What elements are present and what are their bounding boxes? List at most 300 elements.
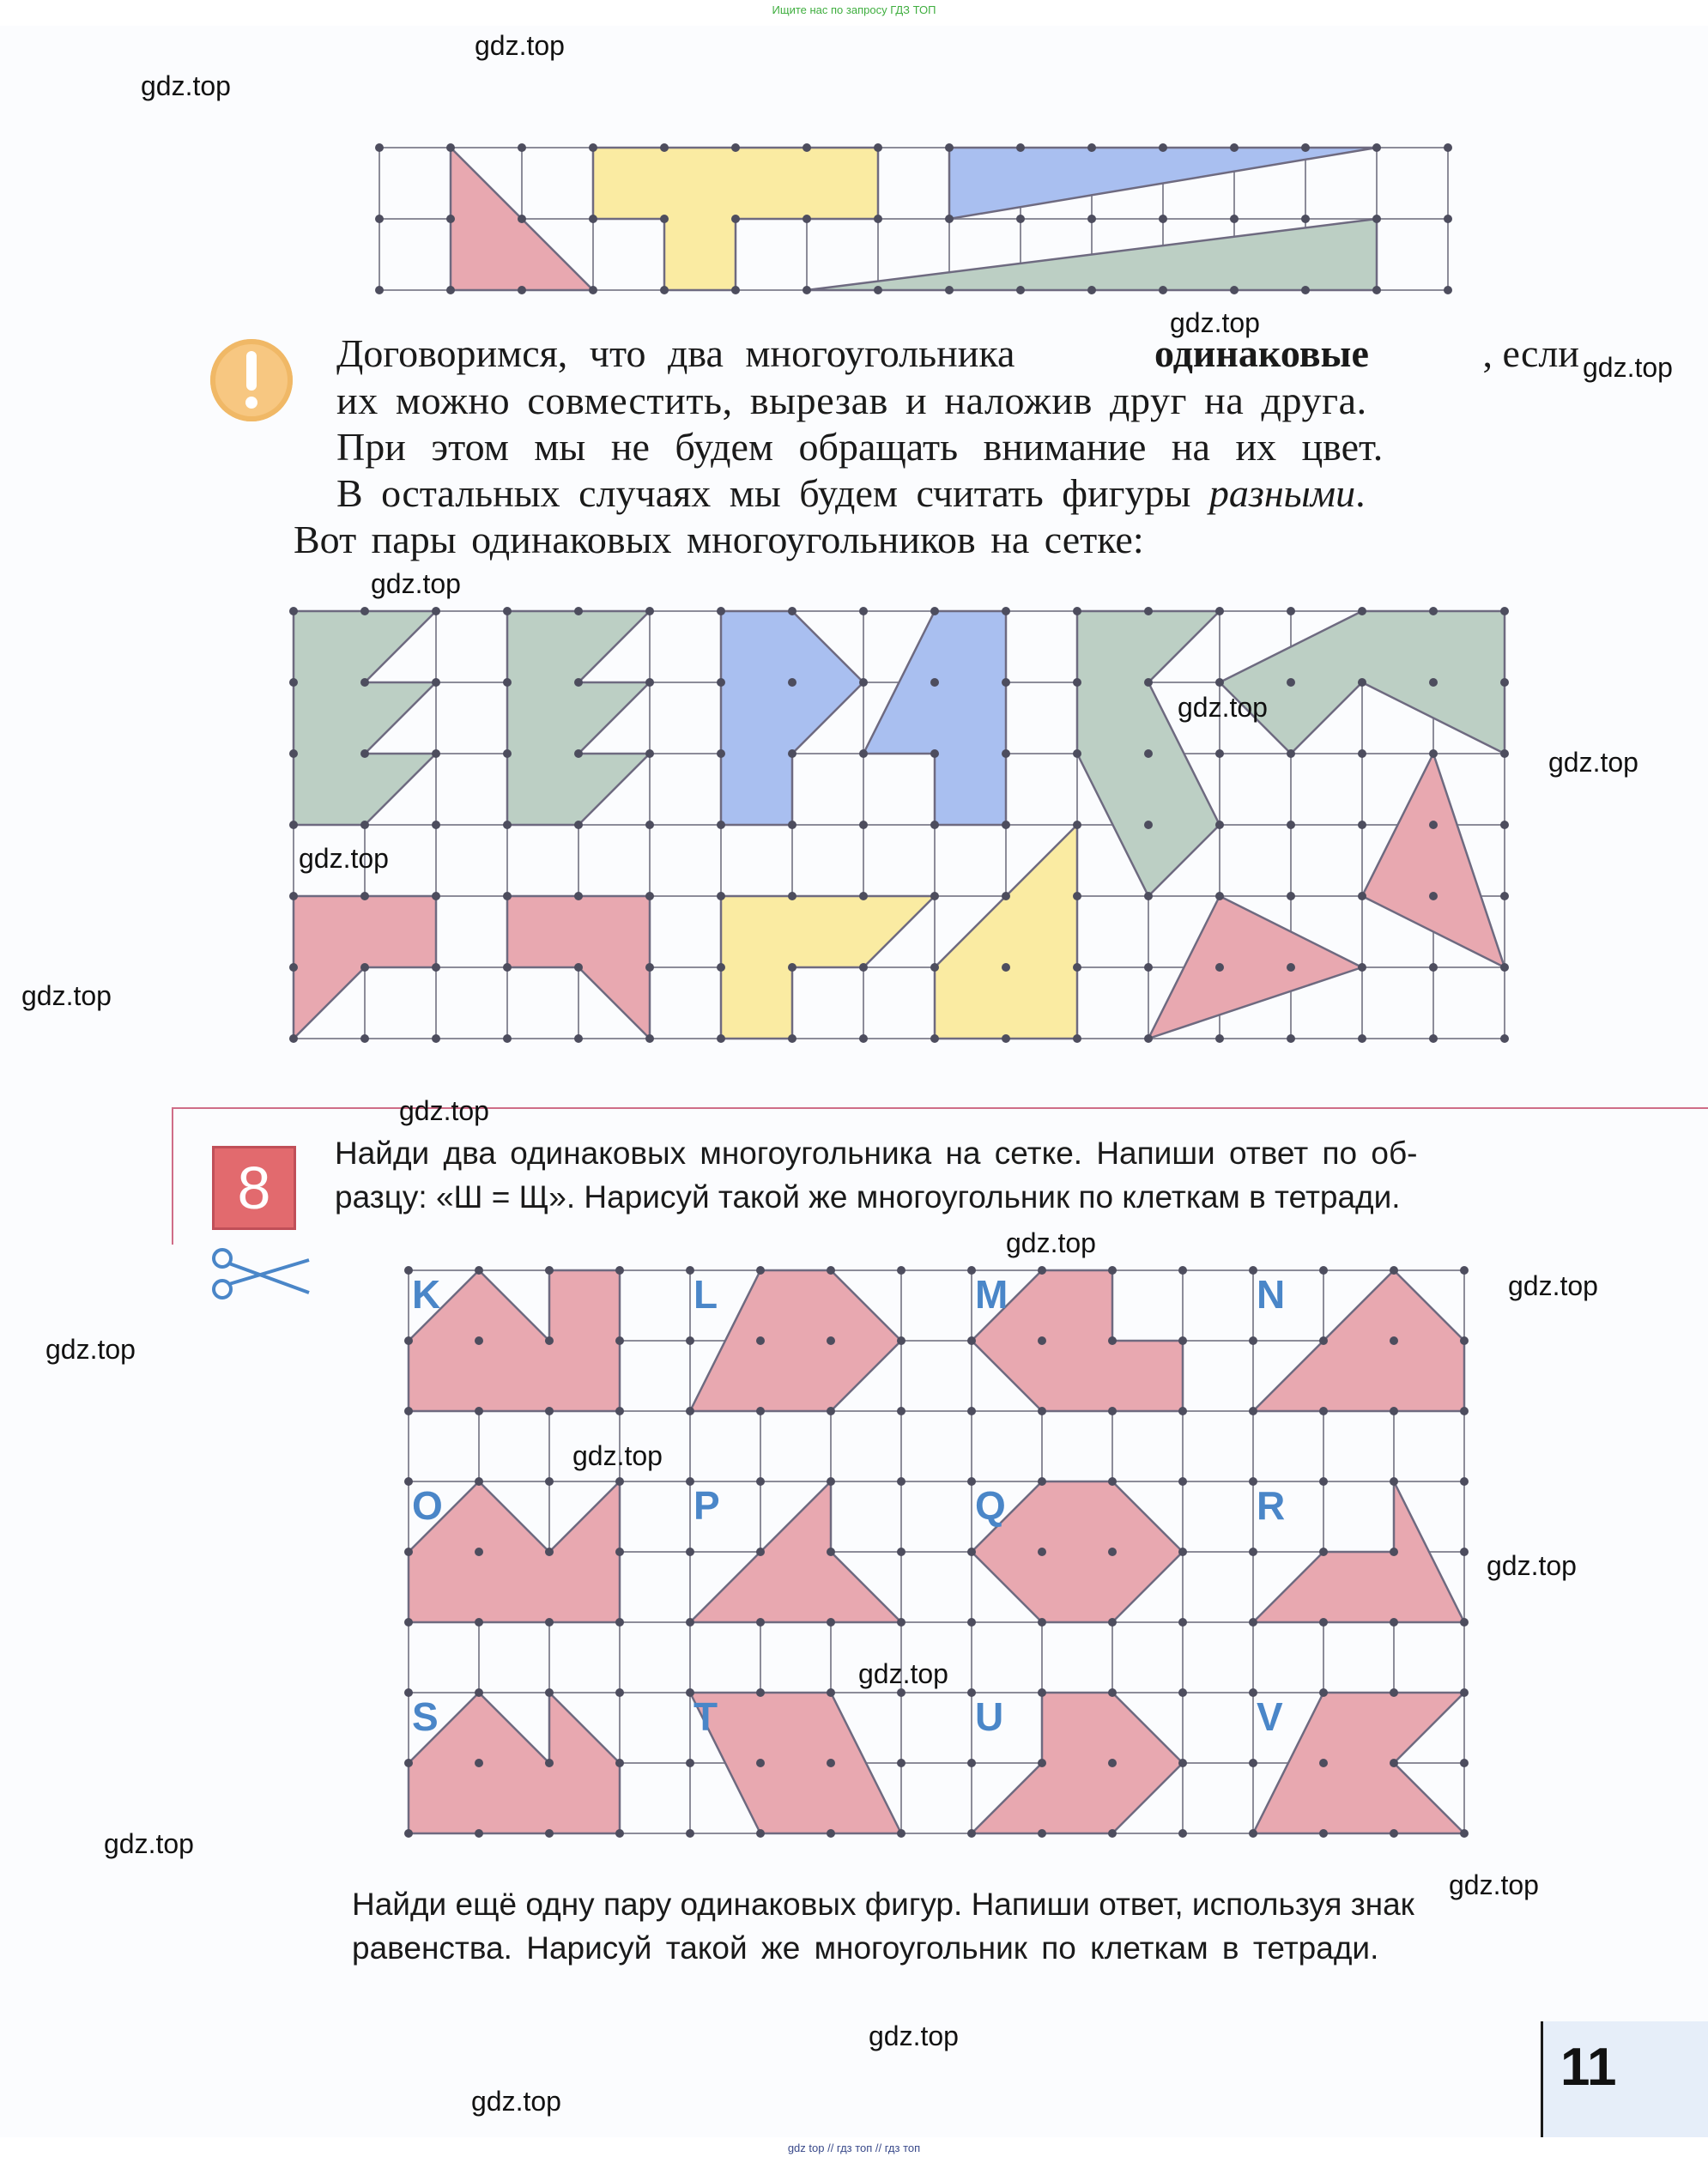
grid-dot (874, 286, 882, 294)
grid-dot (1390, 1618, 1398, 1627)
grid-dot (1429, 749, 1438, 758)
grid-dot (1249, 1618, 1257, 1627)
grid-dot (1144, 607, 1153, 615)
grid-dot (1159, 143, 1167, 152)
grid-dot (967, 1618, 976, 1627)
grid-dot (1178, 1266, 1187, 1275)
grid-dot (756, 1618, 765, 1627)
grid-dot (897, 1336, 905, 1345)
grid-dot (930, 821, 939, 829)
grid-dot (859, 607, 868, 615)
grid-dot (375, 286, 384, 294)
shape-label-S: S (412, 1694, 439, 1739)
grid-dot (1215, 892, 1224, 900)
grid-dot (717, 749, 725, 758)
grid-dot (615, 1759, 624, 1767)
grid-dot (1144, 892, 1153, 900)
shape-label-M: M (975, 1272, 1008, 1317)
grid-dot (404, 1829, 413, 1838)
grid-dot (475, 1759, 483, 1767)
watermark: gdz.top (21, 980, 112, 1011)
grid-dot (660, 215, 669, 223)
grid-dot (446, 143, 455, 152)
grid-dot (717, 892, 725, 900)
grid-top-shapes (378, 146, 1459, 300)
grid-dot (645, 607, 654, 615)
grid-dot (518, 215, 526, 223)
grid-dot (1178, 1548, 1187, 1556)
grid-dot (1460, 1829, 1469, 1838)
watermark: gdz.top (299, 843, 389, 874)
grid-dot (1073, 1034, 1081, 1043)
rule-line-1 (336, 330, 1579, 376)
grid-dot (1390, 1759, 1398, 1767)
shape-label-K: K (412, 1272, 441, 1317)
grid-dot (731, 143, 740, 152)
grid-dot (1038, 1829, 1046, 1838)
grid-dot (503, 607, 512, 615)
grid-dot (645, 963, 654, 972)
watermark: gdz.top (1487, 1550, 1577, 1581)
grid-dot (1319, 1688, 1328, 1697)
grid-dot (788, 892, 796, 900)
grid-dot (756, 1477, 765, 1486)
watermark: gdz.top (1178, 692, 1268, 723)
grid-dot (475, 1477, 483, 1486)
grid-dot (1073, 821, 1081, 829)
grid-dot (645, 1034, 654, 1043)
grid-dot (788, 749, 796, 758)
grid-dot (803, 143, 811, 152)
grid-dot (1390, 1829, 1398, 1838)
task-line-2: разцу: «Ш = Щ». Нарисуй такой же многоугольник по клеткам в тетради. (335, 1179, 1401, 1215)
grid-dot (686, 1336, 694, 1345)
grid-dot (731, 286, 740, 294)
grid-dot (1038, 1477, 1046, 1486)
grid-dot (1002, 607, 1010, 615)
grid-dot (1038, 1548, 1046, 1556)
grid-dot (1038, 1407, 1046, 1415)
grid-dot (615, 1336, 624, 1345)
grid-dot (1429, 1034, 1438, 1043)
shape-label-L: L (693, 1272, 718, 1317)
shape-S (409, 1693, 620, 1833)
grid-dot (930, 749, 939, 758)
grid-dot (289, 678, 298, 687)
grid-dot (1358, 1034, 1366, 1043)
grid-dot (1178, 1688, 1187, 1697)
grid-dot (615, 1688, 624, 1697)
grid-dot (897, 1829, 905, 1838)
grid-dot (1073, 892, 1081, 900)
grid-dot (503, 678, 512, 687)
grid-dot (574, 749, 583, 758)
grid-dot (1249, 1548, 1257, 1556)
grid-dot (930, 892, 939, 900)
grid-dot (432, 821, 440, 829)
rule-line-2: их можно совместить, вырезав и наложив друг на друга. (336, 379, 1367, 422)
grid-dot (1073, 963, 1081, 972)
grid-dot (1372, 286, 1381, 294)
grid-dot (1301, 286, 1310, 294)
grid-dot (475, 1618, 483, 1627)
grid-dot (1460, 1759, 1469, 1767)
header-note: Ищите нас по запросу ГДЗ ТОП (772, 3, 936, 16)
grid-dot (589, 143, 597, 152)
grid-dot (503, 749, 512, 758)
grid-dot (432, 749, 440, 758)
grid-dot (897, 1407, 905, 1415)
grid-dot (756, 1548, 765, 1556)
grid-dot (1215, 963, 1224, 972)
grid-dot (897, 1266, 905, 1275)
grid-dot (1178, 1829, 1187, 1838)
grid-dot (574, 963, 583, 972)
grid-dot (1002, 749, 1010, 758)
grid-dot (545, 1618, 554, 1627)
grid-dot (1500, 749, 1509, 758)
grid-dot (1002, 963, 1010, 972)
watermark: gdz.top (1006, 1227, 1096, 1258)
grid-dot (545, 1759, 554, 1767)
grid-dot (1178, 1477, 1187, 1486)
grid-dot (1500, 607, 1509, 615)
grid-dot (1358, 607, 1366, 615)
grid-dot (1301, 143, 1310, 152)
grid-dot (503, 821, 512, 829)
rule-italic-term: разными (1208, 471, 1356, 515)
grid-dot (945, 215, 954, 223)
grid-dot (1319, 1829, 1328, 1838)
grid-dot (615, 1829, 624, 1838)
grid-dot (446, 215, 455, 223)
grid-dot (1358, 892, 1366, 900)
grid-dot (930, 963, 939, 972)
grid-dot (1159, 286, 1167, 294)
grid-dot (1073, 749, 1081, 758)
grid-dot (545, 1336, 554, 1345)
rule-line-4 (336, 470, 1366, 516)
grid-dot (1319, 1477, 1328, 1486)
grid-dot (1016, 143, 1025, 152)
grid-dot (615, 1618, 624, 1627)
grid-dot (615, 1477, 624, 1486)
grid-dot (1500, 963, 1509, 972)
grid-dot (1390, 1336, 1398, 1345)
grid-dot (897, 1618, 905, 1627)
grid-dot (731, 215, 740, 223)
green-shape-1 (294, 611, 436, 825)
grid-dot (859, 892, 868, 900)
grid-dot (660, 286, 669, 294)
grid-dot (756, 1407, 765, 1415)
watermark: gdz.top (869, 2021, 959, 2051)
watermark: gdz.top (572, 1440, 663, 1471)
grid-dot (503, 963, 512, 972)
grid-dot (1500, 678, 1509, 687)
page-number: 11 (1560, 2038, 1617, 2097)
rule-bold-term: одинаковые (1154, 331, 1369, 375)
grid-dot (686, 1618, 694, 1627)
grid-dot (1372, 143, 1381, 152)
grid-dot (967, 1829, 976, 1838)
grid-dot (1073, 678, 1081, 687)
grid-dot (967, 1548, 976, 1556)
grid-dot (660, 143, 669, 152)
grid-dot (788, 821, 796, 829)
grid-dot (475, 1336, 483, 1345)
grid-dot (1319, 1407, 1328, 1415)
grid-dot (1358, 821, 1366, 829)
grid-dot (1372, 215, 1381, 223)
watermark: gdz.top (1170, 307, 1260, 338)
grid-dot (589, 286, 597, 294)
grid-dot (717, 678, 725, 687)
grid-dot (1429, 963, 1438, 972)
grid-dot (788, 607, 796, 615)
grid-dot (1319, 1266, 1328, 1275)
grid-dot (1444, 143, 1452, 152)
grid-dot (1287, 749, 1295, 758)
grid-dot (545, 1548, 554, 1556)
grid-dot (967, 1759, 976, 1767)
grid-dot (756, 1688, 765, 1697)
grid-dot (1287, 892, 1295, 900)
watermark: gdz.top (471, 2086, 561, 2117)
grid-dot (827, 1688, 835, 1697)
watermark: gdz.top (104, 1828, 194, 1859)
grid-dot (375, 215, 384, 223)
grid-dot (1500, 821, 1509, 829)
watermark: gdz.top (475, 30, 565, 61)
grid-dot (432, 678, 440, 687)
grid-dot (1429, 678, 1438, 687)
grid-dot (1215, 821, 1224, 829)
grid-equal-pairs (292, 609, 1511, 1056)
grid-dot (645, 821, 654, 829)
grid-dot (1287, 678, 1295, 687)
grid-dot (1460, 1548, 1469, 1556)
grid-dot (289, 892, 298, 900)
grid-dot (289, 1034, 298, 1043)
grid-dot (874, 215, 882, 223)
grid-dot (1108, 1407, 1117, 1415)
grid-dot (1230, 215, 1239, 223)
grid-dot (859, 963, 868, 972)
rule-text: , если (1482, 331, 1579, 375)
grid-dot (897, 1477, 905, 1486)
extra-line-2: равенства. Нарисуй такой же многоугольник по клеткам в тетради. (352, 1930, 1379, 1966)
grid-dot (1178, 1618, 1187, 1627)
grid-dot (1038, 1266, 1046, 1275)
grid-dot (1087, 286, 1096, 294)
grid-dot (545, 1829, 554, 1838)
shape-label-U: U (975, 1694, 1004, 1739)
watermark: gdz.top (1449, 1869, 1539, 1900)
grid-dot (1144, 963, 1153, 972)
grid-dot (788, 1034, 796, 1043)
grid-dot (827, 1407, 835, 1415)
grid-dot (574, 607, 583, 615)
grid-dot (1460, 1266, 1469, 1275)
grid-dot (1287, 607, 1295, 615)
grid-dot (717, 821, 725, 829)
grid-dot (1016, 215, 1025, 223)
grid-dot (1460, 1477, 1469, 1486)
grid-dot (1038, 1759, 1046, 1767)
grid-dot (360, 963, 369, 972)
grid-dot (1390, 1407, 1398, 1415)
grid-dot (446, 286, 455, 294)
grid-dot (930, 1034, 939, 1043)
rule-line-5: Вот пары одинаковых многоугольников на сетке: (294, 518, 1144, 561)
grid-dot (788, 678, 796, 687)
grid-dot (1038, 1618, 1046, 1627)
grid-dot (1390, 1266, 1398, 1275)
rule-text: В остальных случаях мы будем считать фигуры (336, 471, 1209, 515)
shape-label-V: V (1257, 1694, 1283, 1739)
grid-dot (1178, 1759, 1187, 1767)
grid-dot (1390, 1477, 1398, 1486)
grid-dot (360, 607, 369, 615)
grid-dot (574, 1034, 583, 1043)
grid-dot (1429, 607, 1438, 615)
grid-dot (360, 1034, 369, 1043)
grid-dot (289, 749, 298, 758)
grid-dot (518, 143, 526, 152)
shape-label-T: T (693, 1694, 718, 1739)
grid-dot (788, 963, 796, 972)
grid-dot (1159, 215, 1167, 223)
grid-dot (1249, 1829, 1257, 1838)
grid-dot (289, 607, 298, 615)
grid-dot (1319, 1759, 1328, 1767)
grid-dot (756, 1266, 765, 1275)
grid-dot (1087, 215, 1096, 223)
grid-dot (475, 1266, 483, 1275)
grid-dot (1215, 1034, 1224, 1043)
grid-dot (1002, 1034, 1010, 1043)
grid-dot (589, 215, 597, 223)
grid-dot (1002, 892, 1010, 900)
grid-dot (930, 607, 939, 615)
grid-dot (1215, 607, 1224, 615)
grid-dot (1460, 1618, 1469, 1627)
grid-dot (432, 963, 440, 972)
grid-dot (1390, 1688, 1398, 1697)
grid-dot (432, 892, 440, 900)
grid-dot (574, 678, 583, 687)
grid-dot (859, 749, 868, 758)
grid-dot (756, 1829, 765, 1838)
watermark: gdz.top (371, 568, 461, 599)
watermark: gdz.top (1508, 1270, 1598, 1301)
grid-dot (404, 1407, 413, 1415)
grid-dot (1178, 1407, 1187, 1415)
grid-dot (360, 892, 369, 900)
grid-dot (1444, 215, 1452, 223)
grid-dot (1460, 1336, 1469, 1345)
grid-dot (1500, 1034, 1509, 1043)
rule-text: Договоримся, что два многоугольника (336, 331, 1015, 375)
grid-dot (1073, 607, 1081, 615)
page-number-box (1541, 2021, 1708, 2137)
grid-dot (1319, 1618, 1328, 1627)
grid-dot (803, 215, 811, 223)
shape-label-P: P (693, 1483, 720, 1528)
grid-dot (827, 1829, 835, 1838)
grid-dot (1038, 1688, 1046, 1697)
grid-dot (1500, 892, 1509, 900)
grid-dot (475, 1548, 483, 1556)
grid-dot (404, 1618, 413, 1627)
grid-dot (859, 821, 868, 829)
grid-dot (1287, 821, 1295, 829)
grid-dot (827, 1548, 835, 1556)
grid-dot (686, 1829, 694, 1838)
grid-dot (827, 1759, 835, 1767)
grid-dot (1178, 1336, 1187, 1345)
grid-dot (645, 678, 654, 687)
grid-dot (967, 1336, 976, 1345)
watermark: gdz.top (399, 1095, 489, 1126)
grid-dot (686, 1548, 694, 1556)
grid-dot (827, 1336, 835, 1345)
grid-dot (1108, 1477, 1117, 1486)
grid-dot (645, 892, 654, 900)
watermark: gdz.top (1548, 747, 1638, 778)
grid-dot (545, 1688, 554, 1697)
grid-dot (1108, 1688, 1117, 1697)
grid-dot (518, 286, 526, 294)
grid-dot (1215, 749, 1224, 758)
grid-dot (756, 1759, 765, 1767)
grid-dot (645, 749, 654, 758)
grid-dot (545, 1407, 554, 1415)
grid-dot (859, 678, 868, 687)
shape-label-R: R (1257, 1483, 1286, 1528)
grid-dot (967, 1407, 976, 1415)
grid-dot (945, 143, 954, 152)
grid-dot (1358, 678, 1366, 687)
grid-dot (432, 607, 440, 615)
grid-dot (545, 1477, 554, 1486)
watermark: gdz.top (141, 70, 231, 101)
grid-dot (827, 1266, 835, 1275)
grid-dot (1108, 1759, 1117, 1767)
grid-dot (1460, 1407, 1469, 1415)
blue-shape-1 (721, 611, 863, 825)
footer-note: gdz top // гдз топ // гдз топ (787, 2142, 921, 2154)
grid-dot (615, 1407, 624, 1415)
grid-dot (1287, 963, 1295, 972)
grid-dot (717, 1034, 725, 1043)
shape-label-N: N (1257, 1272, 1286, 1317)
green-shape-2 (507, 611, 650, 825)
grid-dot (360, 749, 369, 758)
grid-dot (803, 286, 811, 294)
grid-dot (1249, 1759, 1257, 1767)
grid-dot (1144, 749, 1153, 758)
shape-label-Q: Q (975, 1483, 1006, 1528)
grid-dot (717, 963, 725, 972)
grid-dot (1358, 749, 1366, 758)
grid-dot (1002, 678, 1010, 687)
grid-dot (404, 1336, 413, 1345)
grid-dot (1002, 821, 1010, 829)
grid-dot (503, 1034, 512, 1043)
grid-dot (1108, 1618, 1117, 1627)
